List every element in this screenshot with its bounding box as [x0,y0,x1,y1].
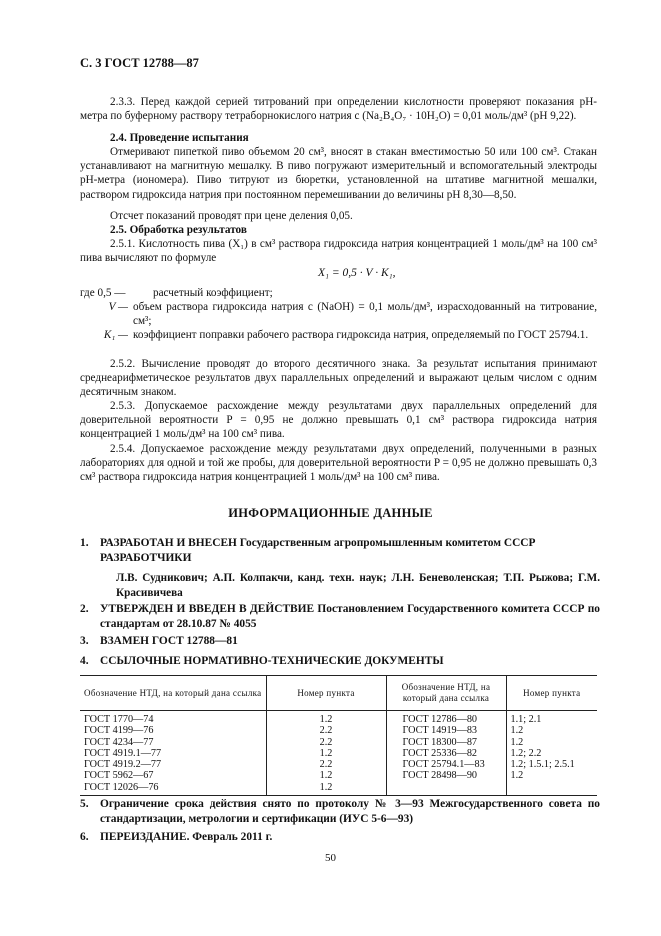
info-item-4-number: 4. [80,655,89,667]
clause-cell: 1.2 [266,770,386,781]
doc-cell: ГОСТ 4234—77 [84,736,154,748]
clause-cell: 1.2; 2.2 [510,747,542,759]
info-item-1 [80,536,600,552]
table-header-row [80,676,597,711]
page-header: С. 3 ГОСТ 12788—87 [80,56,199,70]
clause-cell [506,782,597,796]
info-item-1-number: 1. [80,537,89,549]
info-item-2-text: УТВЕРЖДЕН И ВВЕДЕН В ДЕЙСТВИЕ Постановлением Государственного комитета СССР по стандартам от 28.10.87 № 4055 [100,603,600,630]
info-item-5-text: Ограничение срока действия снято по протоколу № 3—93 Межгосударственного совета по стандартизации, метрологии и сертификации (ИУС 5-6—93) [100,798,600,825]
paragraph-2-5-3: 2.5.3. Допускаемое расхождение между результатами двух параллельных определений для доверительной вероятности P = 0,95 не должно превышать 0,1 см³ раствора гидроксида натрия концентрацией 1 моль/дм³ на 100 см³ пива. [80,400,597,441]
where-k1 [80,328,597,356]
doc-cell: ГОСТ 1770—74 [84,714,154,725]
reference-documents-table [80,675,597,796]
where-k1-text: коэффициент поправки рабочего раствора гидроксида натрия, определяемый по ГОСТ 25794.1. [133,329,589,341]
info-item-6-number: 6. [80,831,89,843]
clause-cell: 1.2 [510,725,524,737]
doc-cell: ГОСТ 12026—76 [80,782,266,796]
header-doc-1: Обозначение НТД, на который дана ссылка [80,676,266,711]
info-item-2 [80,602,600,632]
info-item-5 [80,797,600,827]
doc-cell: ГОСТ 12786—80 [386,711,506,726]
info-item-6-text: ПЕРЕИЗДАНИЕ. Февраль 2011 г. [100,831,273,843]
header-clause-2: Номер пункта [506,676,597,711]
info-item-6 [80,830,600,846]
formula: X₁ = 0,5 · V · K₁, [318,267,396,279]
clause-cell: 1.2 [266,782,386,796]
table-row [80,737,597,748]
section-2-4-title: 2.4. Проведение испытания [110,132,249,144]
info-item-3-number: 3. [80,635,89,647]
paragraph-2-4: Отмеривают пипеткой пиво объемом 20 см³, вносят в стакан вместимостью 50 или 100 см³. Стакан устанавливают на магнитную мешалку. В пиво погружают измерительный и вспомогательный электроды pH-метра (иономера). Пиво титруют из бюретки, установленной на штативе магнитной мешалки, раствором гидроксида натрия при постоянном перемешивании до величины pH 8,30—8,50. [80,146,597,201]
doc-cell: ГОСТ 4199—76 [84,725,154,737]
header-clause-1: Номер пункта [266,676,386,711]
info-item-2-number: 2. [80,603,89,615]
section-2-5-title: 2.5. Обработка результатов [110,224,247,236]
doc-cell: ГОСТ 28498—90 [386,770,506,781]
info-item-4 [80,654,600,670]
info-item-5-number: 5. [80,798,89,810]
doc-cell: ГОСТ 14919—83 [386,725,506,736]
where-coefficient-text: расчетный коэффициент; [153,287,273,299]
doc-cell [386,782,506,796]
page-number: 50 [325,852,336,864]
doc-cell: ГОСТ 18300—87 [386,737,506,748]
paragraph-2-5-2: 2.5.2. Вычисление проводят до второго десятичного знака. За результат испытания принимают среднеарифметическое результатов двух параллельных определений и выражают целым числом с одним десятичным знаком. [80,358,597,399]
paragraph-2-5-4: 2.5.4. Допускаемое расхождение между результатами двух определений, полученными в разных лабораториях для одной и той же пробы, для доверительной вероятности P = 0,95 не должно превышать 0,3 см³ раствора гидроксида натрия концентрацией 1 моль/дм³ на 100 см³ пива. [80,443,597,484]
developers-label: РАЗРАБОТЧИКИ [100,552,192,564]
table-row [80,782,597,796]
table-row [80,770,597,781]
clause-cell: 1.2 [266,711,386,726]
doc-cell: ГОСТ 4919.1—77 [84,747,162,759]
where-volume [80,300,597,328]
clause-cell: 1.2 [510,770,524,782]
paragraph-2-4-b: Отсчет показаний проводят при цене деления 0,05. [110,210,353,222]
clause-cell: 2.2 [266,725,386,736]
doc-cell: ГОСТ 5962—67 [84,770,154,782]
where-volume-symbol: V — [108,301,128,313]
clause-cell: 1.2 [510,736,524,748]
clause-cell: 2.2 [266,737,386,748]
paragraph-2-3-3: 2.3.3. Перед каждой серией титрований при определении кислотности проверяют показания pH-метра по буферному раствору тетраборнокислого натрия c (Na₂B₄O₇ · 10H₂O) = 0,01 моль/дм³ (pH 9,22). [80,96,597,123]
table-row [80,725,597,736]
header-doc-2: Обозначение НТД, на который дана ссылка [386,676,506,711]
clause-cell: 1.2 [266,748,386,759]
doc-cell: ГОСТ 25794.1—83 [386,759,506,770]
info-data-title: ИНФОРМАЦИОННЫЕ ДАННЫЕ [228,506,433,520]
table-row [80,711,597,726]
where-k1-symbol: K₁ — [103,329,128,341]
table-row [80,748,597,759]
info-item-1-text: РАЗРАБОТАН И ВНЕСЕН Государственным агропромышленным комитетом СССР [100,537,536,549]
where-coefficient-lead: где 0,5 — [80,287,126,299]
where-volume-text: объем раствора гидроксида натрия c (NaOH) = 0,1 моль/дм³, израсходованный на титрование, см³; [133,301,597,328]
paragraph-2-5-1: 2.5.1. Кислотность пива (X₁) в см³ раствора гидроксида натрия концентрацией 1 моль/дм³ на 100 см³ пива вычисляют по формуле [80,238,597,265]
info-item-4-text: ССЫЛОЧНЫЕ НОРМАТИВНО-ТЕХНИЧЕСКИЕ ДОКУМЕНТЫ [100,655,444,667]
clause-cell: 1.2; 1.5.1; 2.5.1 [510,759,575,771]
clause-cell: 1.1; 2.1 [510,714,542,725]
info-item-3-text: ВЗАМЕН ГОСТ 12788—81 [100,635,238,647]
info-item-3 [80,634,600,650]
doc-cell: ГОСТ 25336—82 [386,748,506,759]
developers-list: Л.В. Судникович; А.П. Колпакчи, канд. техн. наук; Л.Н. Беневоленская; Т.П. Рыжова; Г.М. Красивичева [116,572,600,599]
clause-cell: 2.2 [266,759,386,770]
doc-cell: ГОСТ 4919.2—77 [84,759,162,771]
where-coefficient [80,286,597,300]
table-row [80,759,597,770]
